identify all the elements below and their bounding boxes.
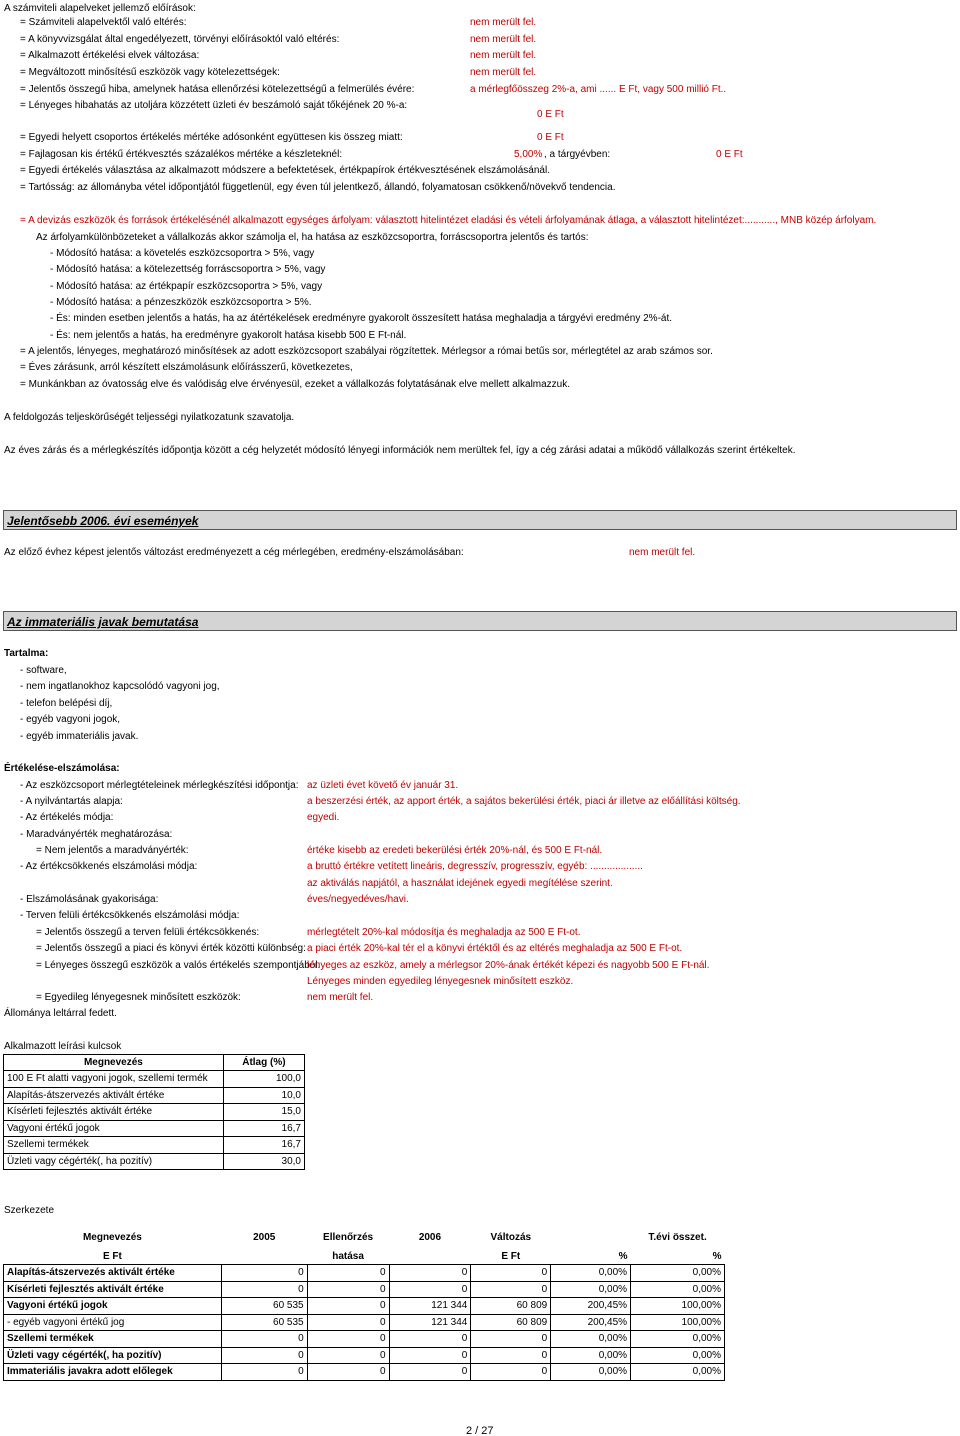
principle-label: = Fajlagosan kis értékű értékvesztés százalékos mértéke a készleteknél: [20, 149, 343, 160]
structure-header-cell: 2006 [418, 1231, 442, 1243]
valuation-value: a beszerzési érték, az apport érték, a sajátos bekerülési érték, piaci ár illetve az előállítási költség. [307, 796, 741, 807]
structure-cell: 0 [471, 1281, 551, 1298]
principle-value: 0 E Ft [537, 109, 564, 120]
principle-label: = A könyvvizsgálat által engedélyezett, törvényi előírásoktól való eltérés: [20, 34, 340, 45]
completeness-text: A feldolgozás teljeskörűségét teljességi nyilatkozatunk szavatolja. [4, 412, 295, 423]
structure-cell: 0 [471, 1265, 551, 1282]
valuation-label: = Jelentős összegű a piaci és könyvi érték közötti különbség: [36, 943, 306, 954]
valuation-label: = Egyedileg lényegesnek minősített eszközök: [36, 992, 241, 1003]
valuation-value: éves/negyedéves/havi. [307, 894, 409, 905]
valuation-label: - Maradványérték meghatározása: [20, 829, 173, 840]
rates-caption: Alkalmazott leírási kulcsok [4, 1041, 122, 1052]
table-row [4, 1281, 725, 1298]
structure-row-label: Kísérleti fejlesztés aktivált értéke [4, 1281, 222, 1298]
valuation-value: az aktiválás napjától, a használat idejének egyedi megítélése szerint. [307, 878, 613, 889]
principle-value: nem merült fel. [470, 17, 537, 28]
fx-rate-text: = A devizás eszközök és források értékelésénél alkalmazott egységes árfolyam: választott hitelintézet eladási és vételi árfolyamának átlaga, a választott hitelintézet:..........., MNB közép árfolyam. [20, 215, 877, 226]
structure-cell: 200,45% [551, 1298, 631, 1315]
principle-value: nem merült fel. [470, 34, 537, 45]
valuation-label: - Elszámolásának gyakorisága: [20, 894, 159, 905]
intangibles-heading [3, 611, 957, 631]
structure-row-label: Immateriális javakra adott előlegek [4, 1364, 222, 1381]
structure-header-cell: % [631, 1248, 725, 1265]
table-row [4, 1331, 725, 1348]
valuation-value: egyedi. [307, 812, 340, 823]
structure-header-cell [389, 1248, 471, 1265]
inventory-text: Állománya leltárral fedett. [4, 1008, 117, 1019]
valuation-value: a bruttó értékre vetített lineáris, degresszív, progresszív, egyéb: ................... [307, 861, 643, 872]
structure-cell: 0,00% [631, 1364, 725, 1381]
principle-label: = Lényeges hibahatás az utoljára közzétett üzleti év beszámoló saját tőkéjének 20 %-a: [20, 100, 408, 111]
fx-line: - Módosító hatása: a pénzeszközök eszközcsoportra > 5%. [50, 297, 312, 308]
valuation-label: = Jelentős összegű a terven felüli értékcsökkenés: [36, 927, 260, 938]
fx-line: - És: minden esetben jelentős a hatás, ha az átértékelések eredményre gyakorolt összesített hatása meghaladja a tárgyévi eredmény 2%-át. [50, 313, 673, 324]
structure-row-label: Alapítás-átszervezés aktivált értéke [4, 1265, 222, 1282]
content-item: - egyéb vagyoni jogok, [20, 714, 121, 725]
structure-cell: 60 535 [221, 1298, 307, 1315]
structure-cell: 0 [389, 1364, 471, 1381]
principle-value: nem merült fel. [470, 50, 537, 61]
content-item: - egyéb immateriális javak. [20, 731, 139, 742]
events-heading-text: Jelentősebb 2006. évi események [7, 514, 199, 528]
fx-line: - És: nem jelentős a hatás, ha eredményre gyakorolt hatása kisebb 500 E Ft-nál. [50, 330, 407, 341]
rates-cell: 100,0 [223, 1071, 304, 1088]
valuation-value: értéke kisebb az eredeti bekerülési érték 20%-nál, és 500 E Ft-nál. [307, 845, 603, 856]
structure-header-cell: 2005 [253, 1231, 276, 1243]
fx-line: - Módosító hatása: az értékpapír eszközcsoportra > 5%, vagy [50, 281, 323, 292]
rates-header-cell: Átlag (%) [223, 1055, 304, 1071]
content-item: - telefon belépési díj, [20, 698, 113, 709]
structure-cell: 0 [307, 1364, 389, 1381]
structure-cell: 0 [307, 1347, 389, 1364]
section1-title: A számviteli alapelveket jellemző előírások: [4, 3, 196, 14]
valuation-label: - A nyilvántartás alapja: [20, 796, 123, 807]
structure-row-label: Szellemi termékek [4, 1331, 222, 1348]
table-row [4, 1265, 725, 1282]
principle-value: a mérlegfőösszeg 2%-a, ami ...... E Ft, vagy 500 millió Ft.. [470, 84, 727, 95]
principle-value-2: 0 E Ft [716, 149, 743, 160]
table-row [4, 1347, 725, 1364]
principle-label: = Egyedi helyett csoportos értékelés mértéke adósonként együttesen kis összeg miatt: [20, 132, 403, 143]
rates-table [3, 1054, 305, 1170]
structure-cell: 0,00% [551, 1281, 631, 1298]
structure-header-cell: Megnevezés [82, 1231, 142, 1243]
structure-cell: 0 [307, 1281, 389, 1298]
principle-label: = Számviteli alapelvektől való eltérés: [20, 17, 187, 28]
valuation-label: - Az értékelés módja: [20, 812, 114, 823]
fx-line: - Módosító hatása: a kötelezettség forráscsoportra > 5%, vagy [50, 264, 326, 275]
principle-suffix: , a tárgyévben: [544, 149, 611, 160]
fx-line: = Éves zárásunk, arról készített elszámolásunk előírásszerű, következetes, [20, 362, 353, 373]
valuation-value: a piaci érték 20%-kal tér el a könyvi értéktől és az eltérés meghaladja az 500 E Ft-ot. [307, 943, 683, 954]
rates-header-row [4, 1055, 305, 1071]
structure-cell: 0 [221, 1331, 307, 1348]
structure-header-cell: Változás [490, 1231, 532, 1243]
content-item: - software, [20, 665, 67, 676]
structure-cell: 0 [307, 1298, 389, 1315]
structure-cell: 60 535 [221, 1314, 307, 1331]
page-number: 2 / 27 [466, 1425, 494, 1436]
valuation-value: az üzleti évet követő év január 31. [307, 780, 459, 791]
principle-value: 0 E Ft [537, 132, 564, 143]
table-row [4, 1120, 305, 1137]
structure-cell: 121 344 [389, 1298, 471, 1315]
structure-cell: 0,00% [631, 1331, 725, 1348]
structure-header-cell: hatása [307, 1248, 389, 1265]
fx-line: = Munkánkban az óvatosság elve és valódiság elve érvényesül, ezeket a vállalkozás folytatásának elve mellett alkalmazzuk. [20, 379, 571, 390]
valuation-label: - Terven felüli értékcsökkenés elszámolási módja: [20, 910, 240, 921]
table-row [4, 1137, 305, 1154]
valuation-value: lényeges az eszköz, amely a mérlegsor 20%-ának értékét képezi és nagyobb 500 E Ft-nál. [307, 960, 710, 971]
table-row [4, 1298, 725, 1315]
principle-label: = Megváltozott minősítésű eszközök vagy kötelezettségek: [20, 67, 280, 78]
structure-cell: 0 [471, 1347, 551, 1364]
events-value: nem merült fel. [629, 547, 696, 558]
structure-cell: 0,00% [551, 1347, 631, 1364]
principle-label: = Alkalmazott értékelési elvek változása: [20, 50, 200, 61]
rates-cell: 30,0 [223, 1153, 304, 1170]
structure-caption: Szerkezete [4, 1205, 55, 1216]
structure-cell: 0 [221, 1265, 307, 1282]
structure-cell: 0,00% [631, 1265, 725, 1282]
structure-header-row [4, 1226, 725, 1248]
rates-cell: Üzleti vagy cégérték(, ha pozitív) [4, 1153, 224, 1170]
structure-cell: 0 [389, 1281, 471, 1298]
rates-cell: 16,7 [223, 1137, 304, 1154]
structure-cell: 0,00% [631, 1281, 725, 1298]
structure-cell: 0,00% [551, 1265, 631, 1282]
principle-value: nem merült fel. [470, 67, 537, 78]
principle-value: 5,00% [514, 149, 543, 160]
structure-cell: 200,45% [551, 1314, 631, 1331]
structure-row-label: Üzleti vagy cégérték(, ha pozitív) [4, 1347, 222, 1364]
events-text: Az előző évhez képest jelentős változást eredményezett a cég mérlegében, eredmény-elszámolásában: [4, 547, 464, 558]
structure-header-cell [551, 1226, 631, 1248]
structure-cell: 100,00% [631, 1314, 725, 1331]
events-heading [3, 510, 957, 530]
structure-cell: 0,00% [631, 1347, 725, 1364]
structure-header-cell [221, 1248, 307, 1265]
table-row [4, 1104, 305, 1121]
structure-row-label: - egyéb vagyoni értékű jog [4, 1314, 222, 1331]
structure-table [3, 1226, 725, 1381]
structure-cell: 0 [221, 1364, 307, 1381]
structure-cell: 0 [307, 1265, 389, 1282]
rates-cell: Vagyoni értékű jogok [4, 1120, 224, 1137]
table-row [4, 1364, 725, 1381]
structure-cell: 0 [389, 1265, 471, 1282]
table-row [4, 1314, 725, 1331]
structure-cell: 0 [389, 1347, 471, 1364]
table-row [4, 1071, 305, 1088]
fx-line: = A jelentős, lényeges, meghatározó minősítések az adott eszközcsoport szabályai rögzítettek. Mérlegsor a római betűs sor, mérlegtétel az arab számos sor. [20, 346, 713, 357]
structure-header-cell: Ellenőrzés [323, 1231, 374, 1243]
structure-cell: 60 809 [471, 1298, 551, 1315]
valuation-title: Értékelése-elszámolása: [4, 763, 120, 774]
fx-line: - Módosító hatása: a követelés eszközcsoportra > 5%, vagy [50, 248, 315, 259]
structure-header-cell: T.évi összet. [648, 1231, 707, 1243]
valuation-label: = Lényeges összegű eszközök a valós értékelés szempontjából: [36, 960, 321, 971]
principle-label: = Tartósság: az állományba vétel időpontjától függetlenül, egy éven túl jelentkező, állandó, folyamatosan csökkenő/növekvő tendencia. [20, 182, 616, 193]
rates-cell: Alapítás-átszervezés aktivált értéke [4, 1087, 224, 1104]
closing-text: Az éves zárás és a mérlegkészítés időpontja között a cég helyzetét módosító lényegi információk nem merültek fel, így a cég zárási adatai a működő vállalkozás szerint értékeltek. [4, 445, 796, 456]
rates-header-cell: Megnevezés [4, 1055, 224, 1071]
structure-cell: 0 [471, 1331, 551, 1348]
valuation-label: - Az értékcsökkenés elszámolási módja: [20, 861, 198, 872]
fx-line: Az árfolyamkülönbözeteket a vállalkozás akkor számolja el, ha hatása az eszközcsoportra, forráscsoportra jelentős és tartós: [36, 232, 589, 243]
principle-label: = Egyedi értékelés választása az alkalmazott módszere a befektetések, értékpapírok értékvesztésének elszámolásánál. [20, 165, 550, 176]
structure-cell: 100,00% [631, 1298, 725, 1315]
rates-cell: Szellemi termékek [4, 1137, 224, 1154]
structure-cell: 0 [221, 1347, 307, 1364]
structure-cell: 0,00% [551, 1331, 631, 1348]
valuation-value: mérlegtételt 20%-kal módosítja és meghaladja az 500 E Ft-ot. [307, 927, 581, 938]
structure-cell: 0 [307, 1314, 389, 1331]
structure-header-cell: % [551, 1248, 631, 1265]
valuation-value: nem merült fel. [307, 992, 374, 1003]
rates-cell: 100 E Ft alatti vagyoni jogok, szellemi termék [4, 1071, 224, 1088]
content-item: - nem ingatlanokhoz kapcsolódó vagyoni jog, [20, 681, 220, 692]
principle-label: = Jelentős összegű hiba, amelynek hatása ellenőrzési kötelezettségű a felmerülés évére: [20, 84, 415, 95]
table-row [4, 1153, 305, 1170]
structure-header-cell: E Ft [471, 1248, 551, 1265]
valuation-value: Lényeges minden egyedileg lényegesnek minősített eszköz. [307, 976, 574, 987]
content-title: Tartalma: [4, 648, 49, 659]
structure-cell: 121 344 [389, 1314, 471, 1331]
structure-header-row [4, 1248, 725, 1265]
valuation-label: - Az eszközcsoport mérlegtételeinek mérlegkészítési időpontja: [20, 780, 299, 791]
intangibles-heading-text: Az immateriális javak bemutatása [7, 615, 199, 629]
structure-cell: 0,00% [551, 1364, 631, 1381]
rates-cell: 10,0 [223, 1087, 304, 1104]
structure-cell: 0 [221, 1281, 307, 1298]
table-row [4, 1087, 305, 1104]
rates-cell: 15,0 [223, 1104, 304, 1121]
structure-cell: 0 [307, 1331, 389, 1348]
rates-cell: Kísérleti fejlesztés aktivált értéke [4, 1104, 224, 1121]
valuation-label: = Nem jelentős a maradványérték: [36, 845, 189, 856]
rates-cell: 16,7 [223, 1120, 304, 1137]
structure-cell: 60 809 [471, 1314, 551, 1331]
structure-row-label: Vagyoni értékű jogok [4, 1298, 222, 1315]
structure-cell: 0 [471, 1364, 551, 1381]
structure-cell: 0 [389, 1331, 471, 1348]
structure-header-cell: E Ft [4, 1248, 222, 1265]
